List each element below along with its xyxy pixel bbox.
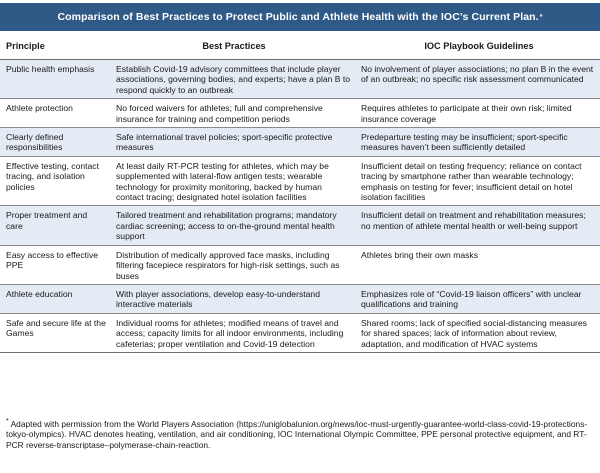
cell-best-practices: No forced waivers for athletes; full and comprehensive insurance for training and competition periods (110, 99, 355, 128)
cell-ioc-playbook: Shared rooms; lack of specified social-distancing measures for shared spaces; lack of information about review, adaptation, and modification of HVAC systems (355, 313, 600, 352)
cell-principle: Clearly defined responsibilities (0, 128, 110, 157)
cell-principle: Proper treatment and care (0, 206, 110, 245)
cell-principle: Easy access to effective PPE (0, 245, 110, 284)
cell-ioc-playbook: Insufficient detail on treatment and rehabilitation measures; no mention of athlete mental health or well-being support (355, 206, 600, 245)
footnote (6, 417, 594, 451)
table-row (0, 99, 600, 128)
cell-ioc-playbook: No involvement of player associations; no plan B in the event of an outbreak; no specific risk assessment communicated (355, 60, 600, 99)
header-principle: Principle (0, 32, 110, 60)
cell-best-practices: Establish Covid-19 advisory committees that include player associations, governing bodies, and experts; have a plan B to respond quickly to an outbreak (110, 60, 355, 99)
table-row (0, 60, 600, 99)
title-footnote-marker: * (539, 13, 543, 21)
cell-ioc-playbook: Requires athletes to participate at their own risk; limited insurance coverage (355, 99, 600, 128)
cell-best-practices: Distribution of medically approved face masks, including filtering facepiece respirators for high-risk settings, such as buses (110, 245, 355, 284)
cell-principle: Safe and secure life at the Games (0, 313, 110, 352)
footnote-marker: * (6, 418, 9, 425)
table-row (0, 156, 600, 206)
cell-best-practices: Safe international travel policies; sport-specific protective measures (110, 128, 355, 157)
table-row (0, 284, 600, 313)
table-title-bar (0, 3, 600, 31)
comparison-table (0, 32, 600, 353)
cell-ioc-playbook: Athletes bring their own masks (355, 245, 600, 284)
cell-principle: Effective testing, contact tracing, and isolation policies (0, 156, 110, 206)
table-row (0, 313, 600, 352)
cell-ioc-playbook: Predeparture testing may be insufficient; sport-specific measures haven’t been sufficiently detailed (355, 128, 600, 157)
table-row (0, 245, 600, 284)
cell-ioc-playbook: Insufficient detail on testing frequency; reliance on contact tracing by smartphone rather than wearable technology; emphasis on testing for fever; insufficient detail on hotel isolation facilities (355, 156, 600, 206)
cell-best-practices: With player associations, develop easy-to-understand interactive materials (110, 284, 355, 313)
cell-best-practices: Tailored treatment and rehabilitation programs; mandatory cardiac screening; access to on-the-ground mental health support (110, 206, 355, 245)
header-ioc-playbook: IOC Playbook Guidelines (355, 32, 600, 60)
table-title: Comparison of Best Practices to Protect Public and Athlete Health with the IOC’s Current Plan. (57, 11, 539, 23)
header-row (0, 32, 600, 60)
cell-best-practices: Individual rooms for athletes; modified means of travel and access; capacity limits for all indoor environments, including cafeterias; proper ventilation and Covid-19 detection (110, 313, 355, 352)
cell-best-practices: At least daily RT-PCR testing for athletes, which may be supplemented with lateral-flow antigen tests; wearable technology for proximity monitoring, backed by human contact tracing; designated hotel isolation facilities (110, 156, 355, 206)
cell-ioc-playbook: Emphasizes role of “Covid-19 liaison officers” with unclear qualifications and training (355, 284, 600, 313)
table-row (0, 128, 600, 157)
footnote-text: Adapted with permission from the World Players Association (https://uniglobalunion.org/news/ioc-must-urgently-guarantee-world-class-covid-19-protections-tokyo-olympics). HVAC denotes heating, ventilation, and air conditioning, IOC International Olympic Committee, PPE personal protective equipment, and RT-PCR reverse-transcriptase–polymerase-chain-reaction. (6, 418, 588, 450)
header-best-practices: Best Practices (110, 32, 355, 60)
cell-principle: Public health emphasis (0, 60, 110, 99)
cell-principle: Athlete education (0, 284, 110, 313)
cell-principle: Athlete protection (0, 99, 110, 128)
table-row (0, 206, 600, 245)
